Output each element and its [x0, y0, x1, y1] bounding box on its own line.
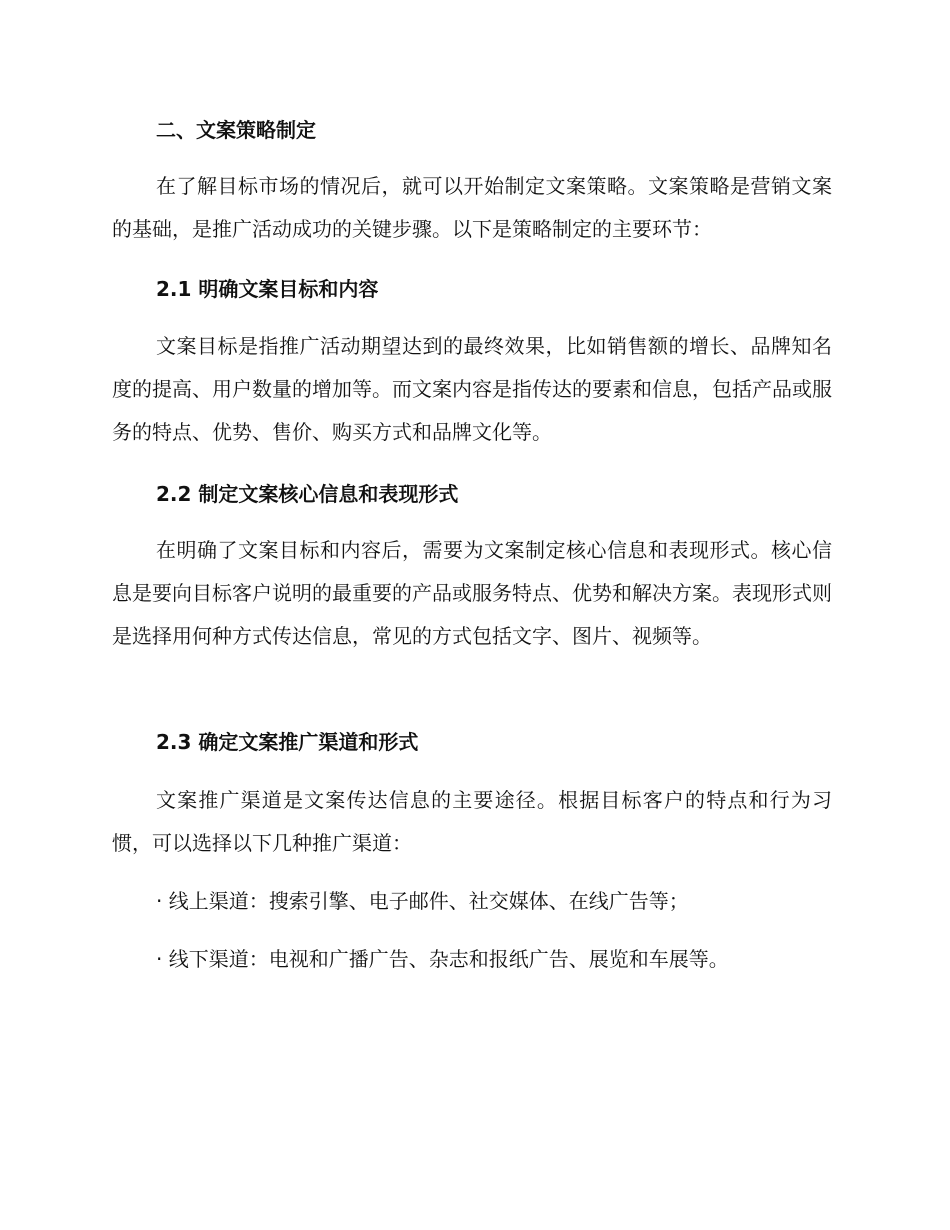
section-intro-paragraph: 在了解目标市场的情况后，就可以开始制定文案策略。文案策略是营销文案的基础，是推广活动成功的关键步骤。以下是策略制定的主要环节：	[112, 174, 832, 241]
bullet-offline-channels: · 线下渠道：电视和广播广告、杂志和报纸广告、展览和车展等。	[156, 947, 729, 971]
subsection-body-2-2: 在明确了文案目标和内容后，需要为文案制定核心信息和表现形式。核心信息是要向目标客户说明的最重要的产品或服务特点、优势和解决方案。表现形式则是选择用何种方式传达信息，常见的方式包括文字、图片、视频等。	[112, 538, 832, 648]
bullet-online-channels: · 线上渠道：搜索引擎、电子邮件、社交媒体、在线广告等；	[156, 889, 689, 913]
subsection-title-2-1: 2.1 明确文案目标和内容	[156, 277, 379, 301]
subsection-body-2-3: 文案推广渠道是文案传达信息的主要途径。根据目标客户的特点和行为习惯，可以选择以下几种推广渠道：	[112, 788, 832, 855]
subsection-title-2-2: 2.2 制定文案核心信息和表现形式	[156, 482, 459, 506]
section-title: 二、文案策略制定	[156, 118, 316, 142]
subsection-body-2-1: 文案目标是指推广活动期望达到的最终效果，比如销售额的增长、品牌知名度的提高、用户数量的增加等。而文案内容是指传达的要素和信息，包括产品或服务的特点、优势、售价、购买方式和品牌文化等。	[112, 334, 832, 444]
subsection-title-2-3: 2.3 确定文案推广渠道和形式	[156, 730, 419, 754]
